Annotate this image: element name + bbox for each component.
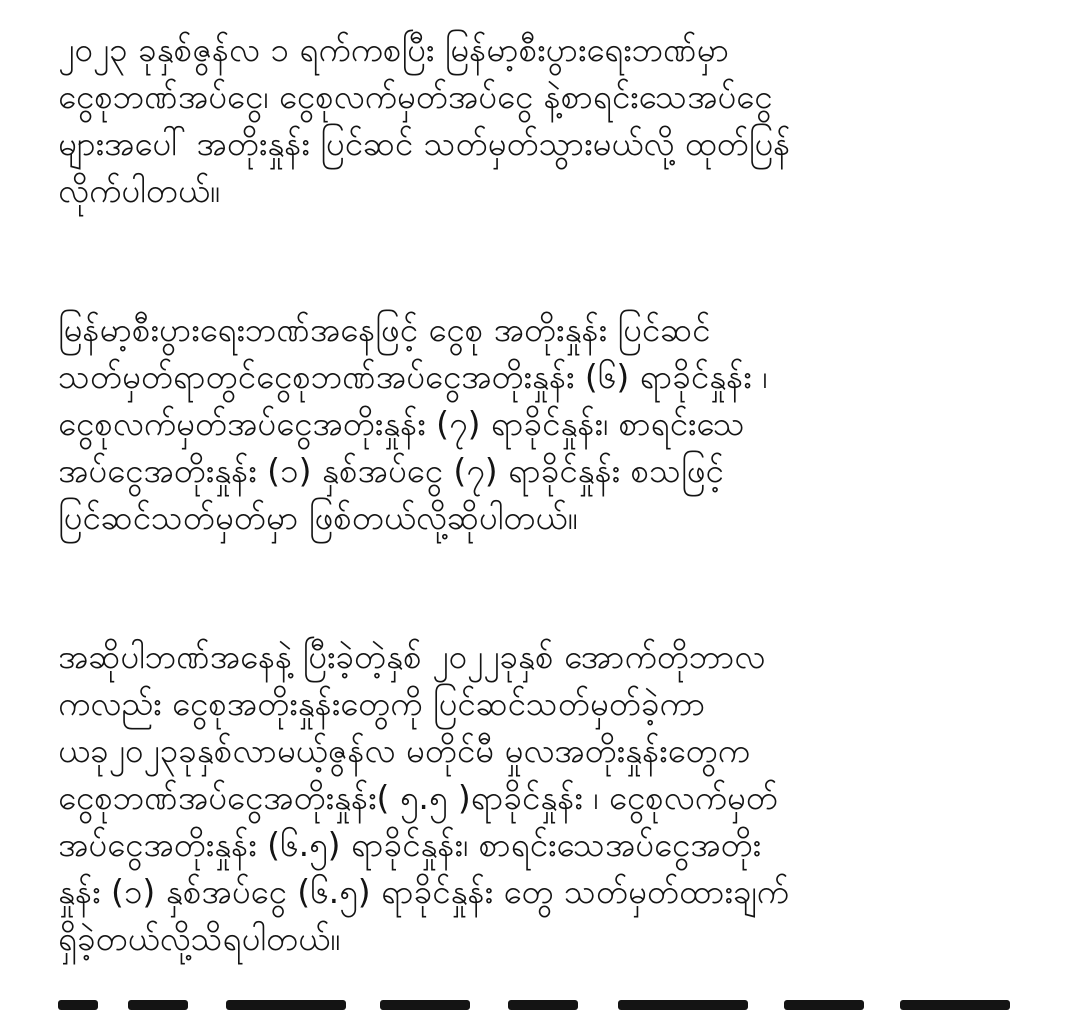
paragraph: မြန်မာ့စီးပွားရေးဘဏ်အနေဖြင့် ငွေစု အတိုးနှုန်း ပြင်ဆင် သတ်မှတ်ရာတွင်ငွေစုဘဏ်အပ်ငွေအတိုးနှုန်း (၆) ရာခိုင်နှုန်း ၊ ငွေစုလက်မှတ်အပ်ငွေအတိုးနှုန်း (၇) ရာခိုင်နှုန်း၊ စာရင်းသေ အပ်ငွေအတိုးနှုန်း (၁) နှစ်အပ်ငွေ (၇) ရာခိုင်နှုန်း စသဖြင့် ပြင်ဆင်သတ်မှတ်မှာ ဖြစ်တယ်လို့ဆိုပါတယ်။ [58,310,768,537]
cropped-text-line [58,1000,1048,1033]
article-body [58,26,1048,962]
paragraph: အဆိုပါဘဏ်အနေနဲ့ ပြီးခဲ့တဲ့နှစ် ၂၀၂၂ခုနှစ် အောက်တိုဘာလ ကလည်း ငွေစုအတိုးနှုန်းတွေကို ပြင်ဆင်သတ်မှတ်ခဲ့ကာ ယခု၂၀၂၃ခုနှစ်လာမယ့်ဇွန်လ မတိုင်မီ မှုလအတိုးနှုန်းတွေက ငွေစုဘဏ်အပ်ငွေအတိုးနှုန်း( ၅.၅ )ရာခိုင်နှုန်း ၊ ငွေစုလက်မှတ် အပ်ငွေအတိုးနှုန်း (၆.၅) ရာခိုင်နှုန်း၊ စာရင်းသေအပ်ငွေအတိုး နှုန်း (၁) နှစ်အပ်ငွေ (၆.၅) ရာခိုင်နှုန်း တွေ သတ်မှတ်ထားချက် ရှိခဲ့တယ်လို့သိရပါတယ်။ [58,637,789,958]
paragraph: ၂၀၂၃ ခုနှစ်ဇွန်လ ၁ ရက်ကစပြီး မြန်မာ့စီးပွားရေးဘဏ်မှာ ငွေစုဘဏ်အပ်ငွေ၊ ငွေစုလက်မှတ်အပ်ငွေ နဲ့စာရင်းသေအပ်ငွေ များအပေါ် အတိုးနှုန်း ပြင်ဆင် သတ်မှတ်သွားမယ်လို့ ထုတ်ပြန် လိုက်ပါတယ်။ [58,30,791,210]
